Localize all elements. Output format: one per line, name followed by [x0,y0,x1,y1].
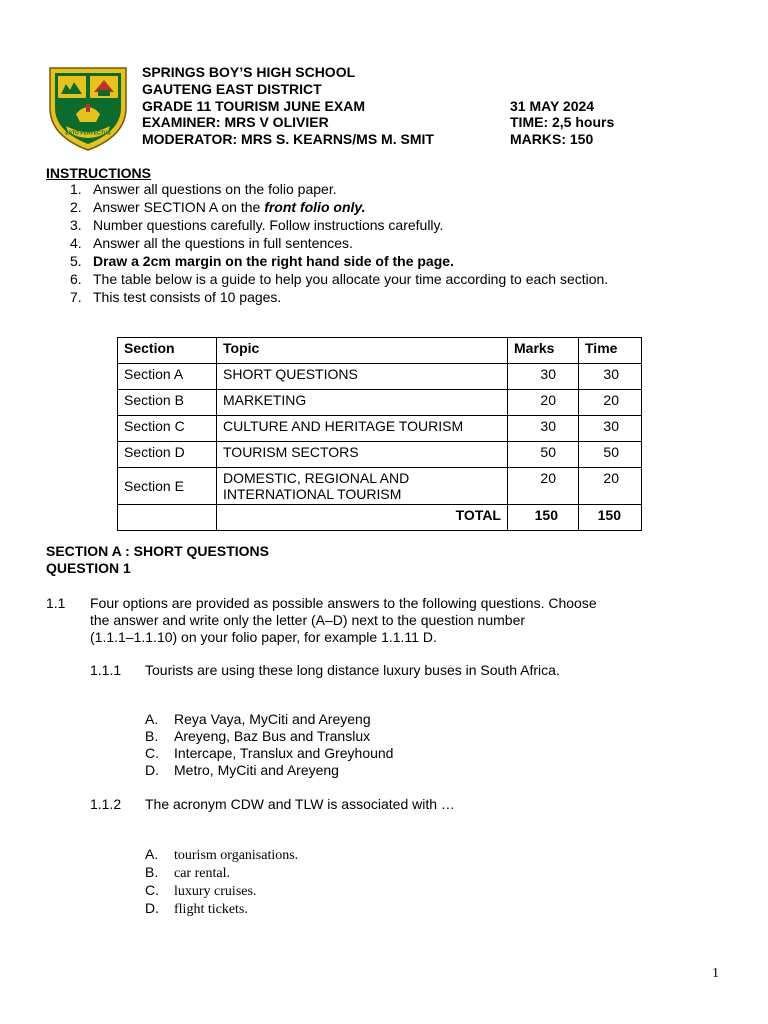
instruction-item: 1. Answer all questions on the folio paper. [70,181,337,197]
column-header: Topic [217,338,508,364]
answer-options [145,711,393,779]
table-row [118,442,642,468]
table-row [118,364,642,390]
table-cell: TOURISM SECTORS [217,442,508,468]
option-item: B. car rental. [145,864,230,881]
table-cell: 20 [508,390,579,416]
instruction-item: 3. Number questions carefully. Follow instructions carefully. [70,217,444,233]
table-cell: Section E [118,468,217,505]
question-title: QUESTION 1 [46,560,131,576]
table-cell: 30 [579,364,642,390]
exam-marks: MARKS: 150 [510,131,594,148]
instructions-list [70,180,608,306]
table-cell: MARKETING [217,390,508,416]
instruction-item: 2. Answer SECTION A on the front folio only. [70,199,366,215]
table-cell: Section C [118,416,217,442]
option-item: C. luxury cruises. [145,882,257,899]
table-cell: 50 [579,442,642,468]
table-cell: 20 [579,390,642,416]
table-cell [118,505,217,531]
school-crest-logo [46,64,130,154]
sub-question-number: 1.1.1 [90,662,122,678]
column-header: Section [118,338,217,364]
instructions-title: INSTRUCTIONS [46,165,151,181]
exam-header [142,64,434,148]
exam-date: 31 MAY 2024 [510,97,595,114]
question-text: Four options are provided as possible answers to the following questions. Choose the answer and write only the letter (A–D) next to the question number (1.1.1–1.1.10) on your folio paper, for example 1.1.11 D. [90,595,597,645]
table-cell: Section A [118,364,217,390]
section-title: SECTION A : SHORT QUESTIONS [46,543,269,559]
table-row [118,468,642,505]
option-item: C. Intercape, Translux and Greyhound [145,745,394,761]
sub-question-text: The acronym CDW and TLW is associated with … [145,796,455,812]
district-name: GAUTENG EAST DISTRICT [142,80,322,97]
option-item: A. Reya Vaya, MyCiti and Areyeng [145,711,371,727]
total-time: 150 [579,505,642,531]
table-cell: DOMESTIC, REGIONAL AND INTERNATIONAL TOURISM [217,468,508,505]
instruction-item: 6. The table below is a guide to help you allocate your time according to each section. [70,271,609,287]
column-header: Time [579,338,642,364]
table-row [118,416,642,442]
table-cell: 30 [508,416,579,442]
option-item: D. flight tickets. [145,900,248,917]
column-header: Marks [508,338,579,364]
instruction-item: 7. This test consists of 10 pages. [70,289,282,305]
instruction-item: 5. Draw a 2cm margin on the right hand side of the page. [70,253,454,269]
table-cell: 30 [579,416,642,442]
table-cell: Section D [118,442,217,468]
table-cell: 50 [508,442,579,468]
table-cell: CULTURE AND HERITAGE TOURISM [217,416,508,442]
sub-question-number: 1.1.2 [90,796,122,812]
option-item: A. tourism organisations. [145,846,299,863]
table-cell: 20 [508,468,579,505]
svg-text:ESTO PERFECTUS: ESTO PERFECTUS [65,130,111,137]
total-marks: 150 [508,505,579,531]
exam-meta [510,98,614,148]
instruction-item: 4. Answer all the questions in full sentences. [70,235,353,251]
question-number: 1.1 [46,595,66,611]
table-row [118,390,642,416]
examiner: EXAMINER: MRS V OLIVIER [142,114,329,131]
table-cell: 20 [579,468,642,505]
exam-title: GRADE 11 TOURISM JUNE EXAM [142,97,366,114]
exam-time: TIME: 2,5 hours [510,114,615,131]
total-label: TOTAL [217,505,508,531]
table-cell: 30 [508,364,579,390]
table-header-row [118,338,642,364]
table-cell: SHORT QUESTIONS [217,364,508,390]
answer-options [145,846,298,918]
option-item: B. Areyeng, Baz Bus and Translux [145,728,371,744]
page-number: 1 [712,966,719,981]
table-cell: Section B [118,390,217,416]
sub-question-text: Tourists are using these long distance luxury buses in South Africa. [145,662,560,678]
moderator: MODERATOR: MRS S. KEARNS/MS M. SMIT [142,131,434,148]
school-name: SPRINGS BOY’S HIGH SCHOOL [142,64,356,80]
option-item: D. Metro, MyCiti and Areyeng [145,762,339,778]
section-a-heading [46,543,269,577]
table-total-row [118,505,642,531]
time-allocation-table [117,337,642,531]
